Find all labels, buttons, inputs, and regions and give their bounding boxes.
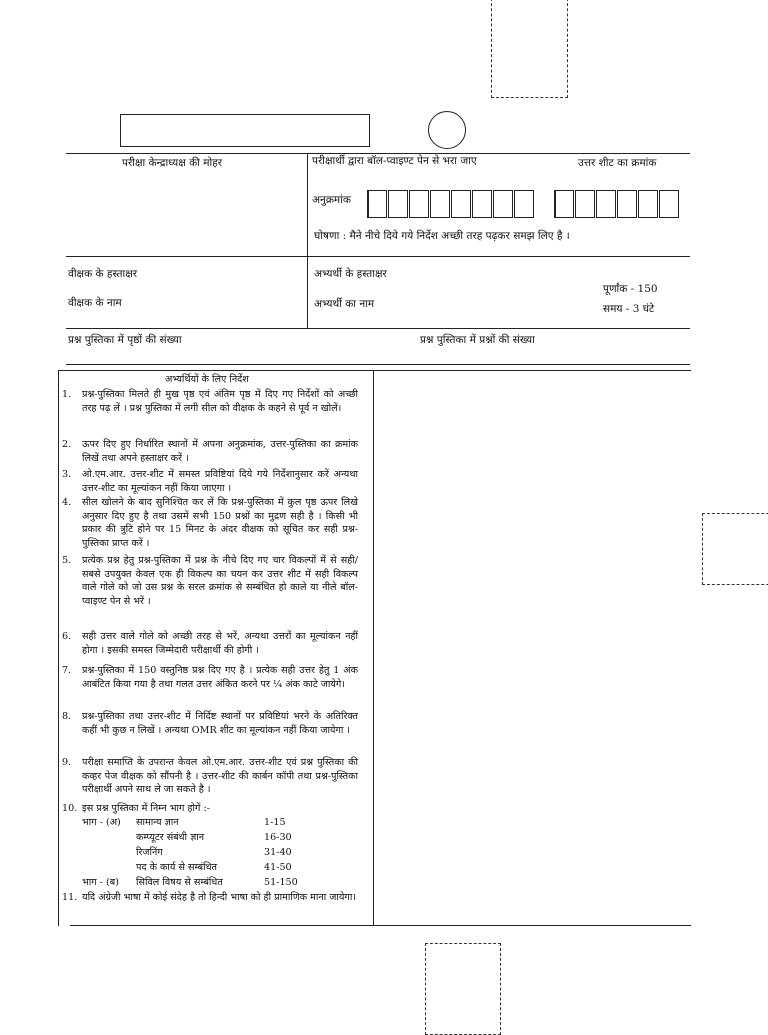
roll-number-cell[interactable] xyxy=(514,190,534,218)
invigilator-signature-label: वीक्षक के हस्ताक्षर xyxy=(68,268,138,280)
dashed-placeholder-right xyxy=(702,513,768,585)
declaration-text: घोषणा : मैने नीचे दिये गये निर्देश अच्छी तरह पढ़कर समझ लिए है । xyxy=(314,230,570,242)
answer-sheet-serial-cells[interactable] xyxy=(554,190,680,218)
roll-number-cell[interactable] xyxy=(409,190,429,218)
serial-cell[interactable] xyxy=(638,190,658,218)
roll-number-cell[interactable] xyxy=(472,190,492,218)
header-bottom-line xyxy=(66,328,690,329)
roll-number-cell[interactable] xyxy=(367,190,387,218)
dashed-placeholder-top xyxy=(491,0,568,98)
roll-number-label: अनुक्रमांक xyxy=(312,194,351,206)
header-top-line xyxy=(66,153,690,154)
candidate-name-label: अभ्यर्थी का नाम xyxy=(314,298,375,310)
serial-cell[interactable] xyxy=(596,190,616,218)
invigilator-name-label: वीक्षक के नाम xyxy=(68,297,122,309)
booklet-questions-label: प्रश्न पुस्तिका में प्रश्नों की संख्या xyxy=(420,334,535,346)
serial-cell[interactable] xyxy=(659,190,679,218)
barcode-box xyxy=(120,114,370,147)
roll-number-cell[interactable] xyxy=(451,190,471,218)
roll-number-cell[interactable] xyxy=(388,190,408,218)
header-mid-line xyxy=(66,256,690,257)
serial-cell[interactable] xyxy=(554,190,574,218)
instructions-title: अभ्यर्थियों के लिए निर्देश xyxy=(165,374,249,385)
time-text: समय - 3 घंटे xyxy=(603,303,655,315)
dashed-placeholder-bottom xyxy=(425,943,501,1035)
full-marks-text: पूर्णांक - 150 xyxy=(603,283,658,295)
circle-mark xyxy=(428,111,466,149)
parts-table: भाग - (अ) सामान्य ज्ञान 1-15 कम्प्यूटर संबंधी ज्ञान 16-30 रिजनिंग 31-40 पद के कार्य से सम्बंधित 41-50 भाग - (ब) सिविल विषय से सम्बंधित 51-150 xyxy=(82,817,298,888)
instructions-divider-line xyxy=(373,370,374,926)
header-vertical-divider xyxy=(307,153,308,328)
serial-cell[interactable] xyxy=(575,190,595,218)
roll-number-cells[interactable] xyxy=(367,190,535,218)
answer-sheet-serial-label: उत्तर शीट का क्रमांक xyxy=(578,157,657,169)
candidate-fill-label: परीक्षार्थी द्वारा बॉल-प्वाइण्ट पेन से भरा जाए xyxy=(312,155,477,167)
instructions-left-line xyxy=(58,370,59,926)
instructions-top-line xyxy=(58,370,691,371)
booklet-info-line xyxy=(66,364,690,365)
instructions-bottom-line xyxy=(70,925,691,926)
roll-number-cell[interactable] xyxy=(493,190,513,218)
serial-cell[interactable] xyxy=(617,190,637,218)
roll-number-cell[interactable] xyxy=(430,190,450,218)
candidate-signature-label: अभ्यर्थी के हस्ताक्षर xyxy=(314,268,387,280)
stamp-label: परीक्षा केन्द्राध्यक्ष की मोहर xyxy=(122,157,223,169)
booklet-pages-label: प्रश्न पुस्तिका में पृष्ठों की संख्या xyxy=(68,334,182,346)
